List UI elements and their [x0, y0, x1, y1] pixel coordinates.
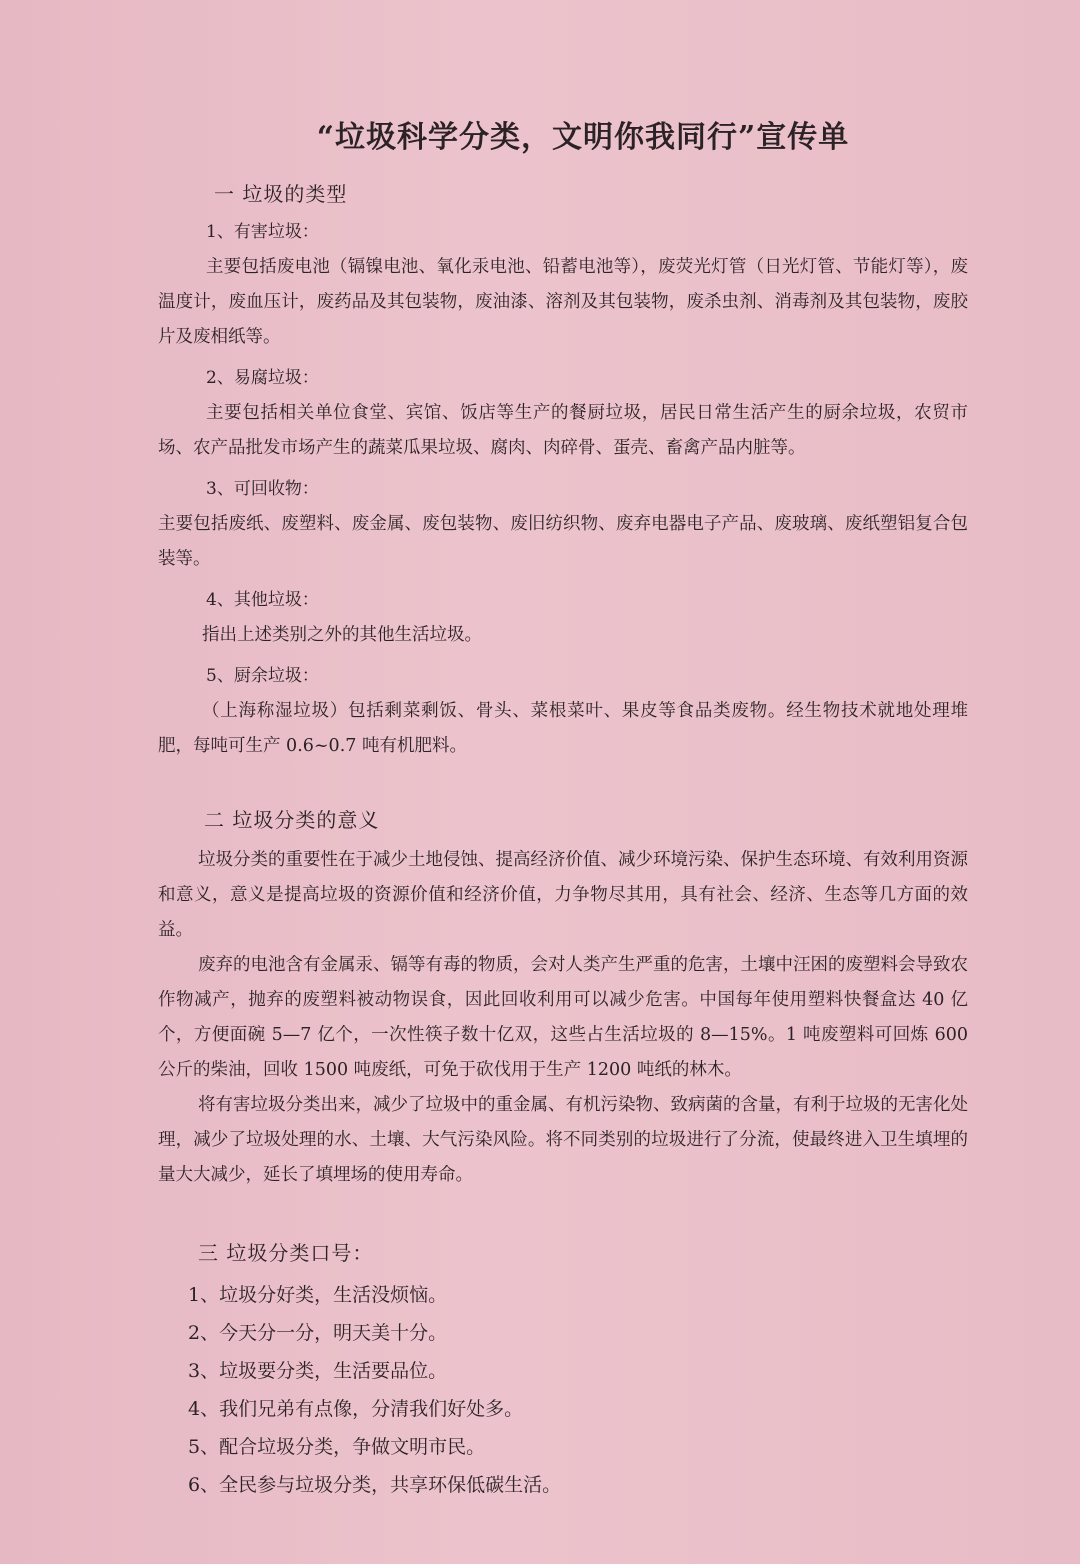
item-text-recyclable: 主要包括废纸、废塑料、废金属、废包装物、废旧纺织物、废弃电器电子产品、废玻璃、废纸塑铝复合包装等。: [158, 514, 968, 569]
section-heading-significance: 二 垃圾分类的意义: [204, 808, 380, 832]
item-label-kitchen: 5、厨余垃圾：: [206, 666, 319, 686]
slogan-item: 5、配合垃圾分类，争做文明市民。: [188, 1436, 486, 1458]
item-label-other: 4、其他垃圾：: [206, 590, 319, 610]
slogan-item: 1、垃圾分好类，生活没烦恼。: [188, 1284, 448, 1306]
significance-paragraph: 垃圾分类的重要性在于减少土地侵蚀、提高经济价值、减少环境污染、保护生态环境、有效利用资源和意义，意义是提高垃圾的资源价值和经济价值，力争物尽其用，具有社会、经济、生态等几方面的效益。: [158, 850, 968, 940]
section-garbage-types: [158, 178, 968, 764]
slogan-item: 2、今天分一分，明天美十分。: [188, 1322, 448, 1344]
item-text-hazardous: 主要包括废电池（镉镍电池、氧化汞电池、铅蓄电池等），废荧光灯管（日光灯管、节能灯等），废温度计，废血压计，废药品及其包装物，废油漆、溶剂及其包装物，废杀虫剂、消毒剂及其包装物，废胶片及废相纸等。: [158, 257, 968, 347]
section-significance: [158, 804, 968, 1193]
flyer-title: “垃圾科学分类，文明你我同行”宣传单: [316, 120, 850, 155]
item-text-perishable: 主要包括相关单位食堂、宾馆、饭店等生产的餐厨垃圾，居民日常生活产生的厨余垃圾，农贸市场、农产品批发市场产生的蔬菜瓜果垃圾、腐肉、肉碎骨、蛋壳、畜禽产品内脏等。: [158, 403, 968, 458]
section-heading-types: 一 垃圾的类型: [214, 182, 348, 206]
slogan-item: 3、垃圾要分类，生活要品位。: [188, 1360, 448, 1382]
significance-paragraph: 废弃的电池含有金属汞、镉等有毒的物质，会对人类产生严重的危害，土壤中汪困的废塑料会导致农作物减产，抛弃的废塑料被动物误食，因此回收利用可以减少危害。中国每年使用塑料快餐盒达 40 亿个，方便面碗 5—7 亿个，一次性筷子数十亿双，这些占生活垃圾的 8—15%。1 吨废塑料可回炼 600 公斤的柴油，回收 1500 吨废纸，可免于砍伐用于生产 1200 吨纸的林木。: [158, 955, 968, 1080]
item-text-other: 指出上述类别之外的其他生活垃圾。: [202, 625, 482, 645]
item-label-hazardous: 1、有害垃圾：: [206, 222, 319, 242]
slogan-item: 4、我们兄弟有点像，分清我们好处多。: [188, 1398, 524, 1420]
item-label-recyclable: 3、可回收物：: [206, 479, 319, 499]
section-heading-slogans: 三 垃圾分类口号：: [198, 1241, 374, 1265]
item-label-perishable: 2、易腐垃圾：: [206, 368, 319, 388]
item-text-kitchen: （上海称湿垃圾）包括剩菜剩饭、骨头、菜根菜叶、果皮等食品类废物。经生物技术就地处理堆肥，每吨可生产 0.6~0.7 吨有机肥料。: [158, 701, 968, 756]
section-slogans: [158, 1237, 968, 1504]
slogan-item: 6、全民参与垃圾分类，共享环保低碳生活。: [188, 1474, 562, 1496]
significance-paragraph: 将有害垃圾分类出来，减少了垃圾中的重金属、有机污染物、致病菌的含量，有利于垃圾的无害化处理，减少了垃圾处理的水、土壤、大气污染风险。将不同类别的垃圾进行了分流，使最终进入卫生填埋的量大大减少，延长了填埋场的使用寿命。: [158, 1095, 968, 1185]
slogan-list: [158, 1276, 968, 1504]
